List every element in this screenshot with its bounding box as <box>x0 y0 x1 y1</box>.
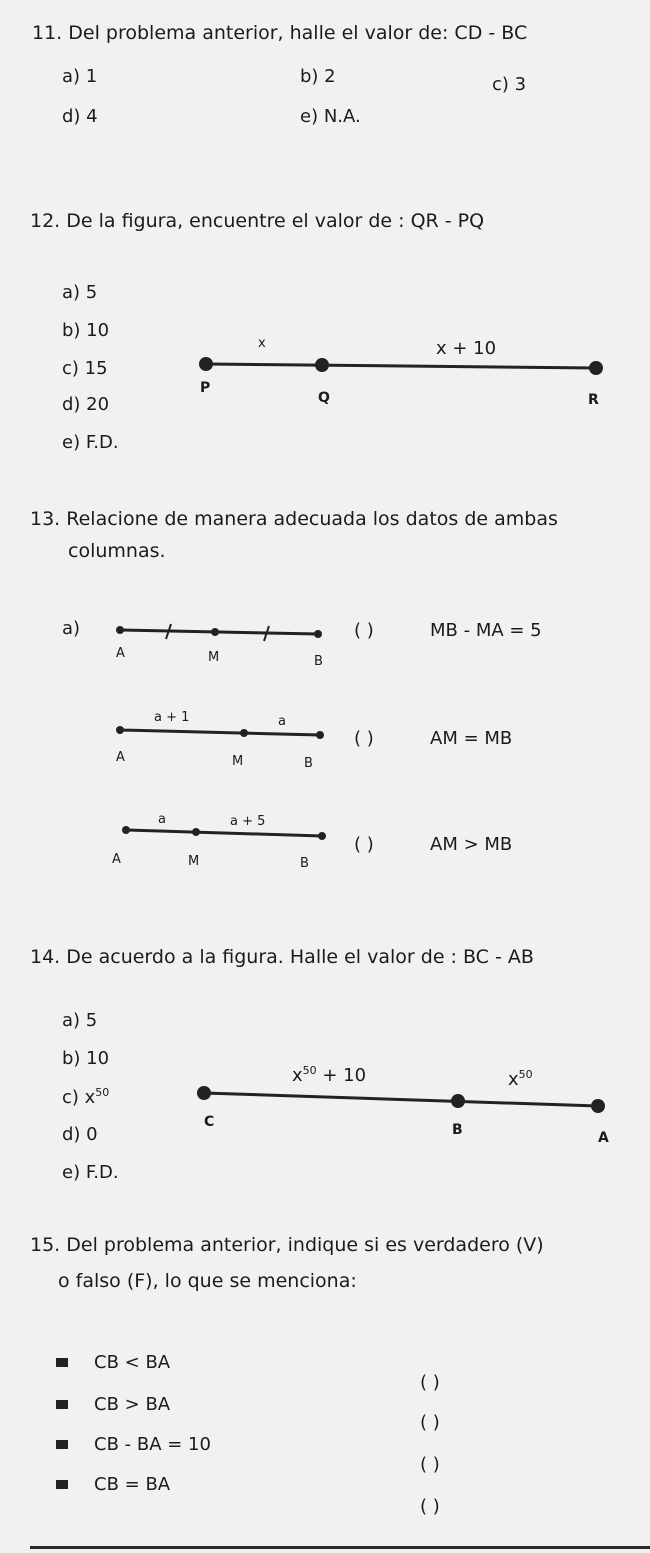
q13-paren-1: ( ) <box>354 620 374 641</box>
q15-statement-4: CB = BA <box>94 1474 171 1495</box>
q15-paren-2: ( ) <box>420 1412 440 1433</box>
q15-bullet-1-icon <box>56 1358 68 1367</box>
q12-option-b: b) 10 <box>62 320 110 341</box>
q12-seg1-label: x <box>258 336 266 351</box>
q14-seg2-label <box>508 1068 533 1090</box>
q13-fig3-label-m: M <box>188 854 200 869</box>
q13-fig1-label-a: A <box>116 646 125 661</box>
q14-point-a <box>591 1099 605 1113</box>
q13-fig3-point-m <box>192 828 200 836</box>
q12-seg2-label: x + 10 <box>436 338 497 359</box>
q15-paren-4: ( ) <box>420 1496 440 1517</box>
q15-paren-3: ( ) <box>420 1454 440 1475</box>
q15-bullet-2-icon <box>56 1400 68 1409</box>
q13-fig2-label-a: A <box>116 750 125 765</box>
q13-fig1-point-a <box>116 626 124 634</box>
q13-fig3-seg2-label: a + 5 <box>230 814 266 829</box>
q12-option-d: d) 20 <box>62 394 110 415</box>
q15-text-line1: 15. Del problema anterior, indique si es verdadero (V) <box>30 1234 544 1256</box>
q13-fig3-point-b <box>318 832 326 840</box>
q12-point-r <box>589 361 603 375</box>
q11-option-d: d) 4 <box>62 106 98 127</box>
q14-seg1-base: x <box>292 1065 303 1086</box>
q15-text-line2: o falso (F), lo que se menciona: <box>58 1270 357 1292</box>
q14-option-d: d) 0 <box>62 1124 98 1145</box>
q13-relation-1: MB - MA = 5 <box>430 620 542 641</box>
q12-option-a: a) 5 <box>62 282 98 303</box>
q14-option-c-base: c) x <box>62 1087 96 1108</box>
q14-seg2-exp: 50 <box>518 1068 533 1081</box>
q15-paren-1: ( ) <box>420 1372 440 1393</box>
q13-fig2-point-m <box>240 729 248 737</box>
q13-relation-2: AM = MB <box>430 728 513 749</box>
q11-option-b: b) 2 <box>300 66 336 87</box>
q12-segment <box>206 364 596 368</box>
q11-option-a: a) 1 <box>62 66 98 87</box>
q12-point-q <box>315 358 329 372</box>
q12-point-p <box>199 357 213 371</box>
q13-fig3-label-b: B <box>300 856 309 871</box>
q14-option-b: b) 10 <box>62 1048 110 1069</box>
q13-fig1-point-b <box>314 630 322 638</box>
q15-statement-2: CB > BA <box>94 1394 171 1415</box>
q13-fig3-segment <box>126 830 322 836</box>
q13-fig2-point-a <box>116 726 124 734</box>
q12-label-p: P <box>200 380 211 396</box>
q13-fig2-seg2-label: a <box>278 714 286 729</box>
q13-relation-3: AM > MB <box>430 834 513 855</box>
q14-option-a: a) 5 <box>62 1010 98 1031</box>
q13-fig3-point-a <box>122 826 130 834</box>
q11-option-e: e) N.A. <box>300 106 361 127</box>
q13-fig2-segment <box>120 730 320 735</box>
q12-label-r: R <box>588 392 599 408</box>
q13-fig2-point-b <box>316 731 324 739</box>
q14-seg1-label <box>292 1064 366 1086</box>
q12-option-e: e) F.D. <box>62 432 119 453</box>
q12-label-q: Q <box>318 390 330 406</box>
q13-fig2-label-m: M <box>232 754 244 769</box>
q13-item-label: a) <box>62 618 81 639</box>
q13-paren-2: ( ) <box>354 728 374 749</box>
q13-fig2-seg1-label: a + 1 <box>154 710 190 725</box>
q14-seg1-exp: 50 <box>302 1064 317 1077</box>
q13-text-line2: columnas. <box>68 540 166 562</box>
q14-segment <box>204 1093 598 1106</box>
q14-label-b: B <box>452 1122 463 1138</box>
q13-fig3-seg1-label: a <box>158 812 166 827</box>
q13-text-line1: 13. Relacione de manera adecuada los datos de ambas <box>30 508 558 530</box>
q14-point-c <box>197 1086 211 1100</box>
q14-label-c: C <box>204 1114 215 1130</box>
page-bottom-rule <box>30 1546 650 1549</box>
q14-seg1-tail: + 10 <box>316 1065 367 1086</box>
q11-text: 11. Del problema anterior, halle el valor de: CD - BC <box>32 22 528 44</box>
q15-statement-1: CB < BA <box>94 1352 171 1373</box>
q11-option-c: c) 3 <box>492 74 527 95</box>
q14-option-e: e) F.D. <box>62 1162 119 1183</box>
q15-bullet-3-icon <box>56 1440 68 1449</box>
q13-fig2-label-b: B <box>304 756 313 771</box>
q14-option-c <box>62 1086 109 1108</box>
q14-seg2-base: x <box>508 1069 519 1090</box>
q15-statement-3: CB - BA = 10 <box>94 1434 211 1455</box>
q12-text: 12. De la figura, encuentre el valor de : QR - PQ <box>30 210 485 232</box>
q13-fig1-label-m: M <box>208 650 220 665</box>
q13-fig1-label-b: B <box>314 654 323 669</box>
q13-paren-3: ( ) <box>354 834 374 855</box>
q12-option-c: c) 15 <box>62 358 108 379</box>
q14-point-b <box>451 1094 465 1108</box>
q14-option-c-exp: 50 <box>95 1086 110 1099</box>
q13-fig3-label-a: A <box>112 852 121 867</box>
q15-bullet-4-icon <box>56 1480 68 1489</box>
q14-text: 14. De acuerdo a la figura. Halle el valor de : BC - AB <box>30 946 534 968</box>
q14-label-a: A <box>598 1130 609 1146</box>
q13-fig1-point-m <box>211 628 219 636</box>
